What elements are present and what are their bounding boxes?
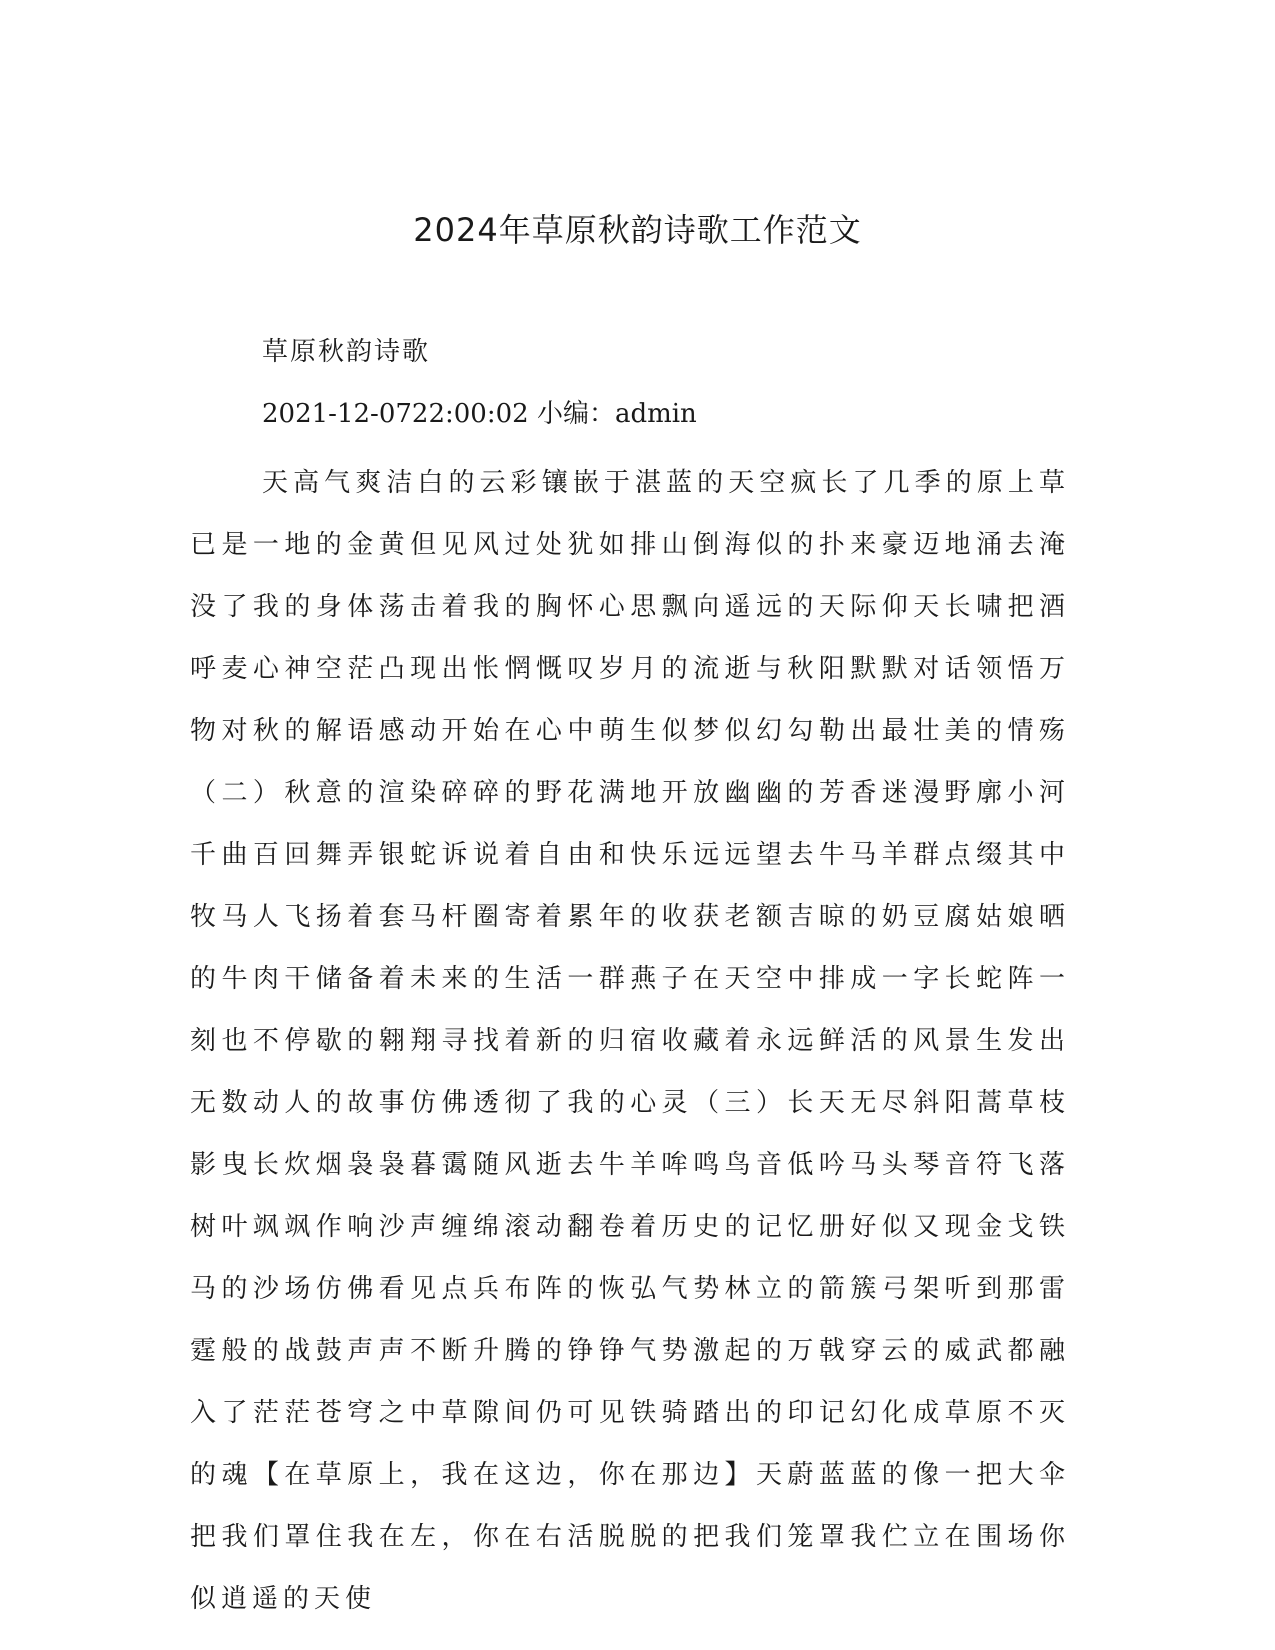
article-body: 天高气爽洁白的云彩镶嵌于湛蓝的天空疯长了几季的原上草已是一地的金黄但见风过处犹如排山倒海似的扑来豪迈地涌去淹没了我的身体荡击着我的胸怀心思飘向遥远的天际仰天长啸把酒呼麦心神空茫凸现出怅惘慨叹岁月的流逝与秋阳默默对话领悟万物对秋的解语感动开始在心中萌生似梦似幻勾勒出最壮美的情殇（二）秋意的渲染碎碎的野花满地开放幽幽的芳香迷漫野廓小河千曲百回舞弄银蛇诉说着自由和快乐远远望去牛马羊群点缀其中牧马人飞扬着套马杆圈寄着累年的收获老额吉晾的奶豆腐姑娘晒的牛肉干储备着未来的生活一群燕子在天空中排成一字长蛇阵一刻也不停歇的翱翔寻找着新的归宿收藏着永远鲜活的风景生发出无数动人的故事仿佛透彻了我的心灵（三）长天无尽斜阳蒿草枝影曳长炊烟袅袅暮霭随风逝去牛羊哞鸣鸟音低吟马头琴音符飞落树叶飒飒作响沙声缠绵滚动翻卷着历史的记忆册好似又现金戈铁马的沙场仿佛看见点兵布阵的恢弘气势林立的箭簇弓架听到那雷霆般的战鼓声声不断升腾的铮铮气势激起的万戟穿云的威武都融入了茫茫苍穹之中草隙间仍可见铁骑踏出的印记幻化成草原不灭的魂【在草原上，我在这边，你在那边】天蔚蓝蓝的像一把大伞把我们罩住我在左，你在右活脱脱的把我们笼罩我伫立在围场你似逍遥的天使 [190, 468, 1070, 1614]
document-title: 2024年草原秋韵诗歌工作范文 [413, 211, 862, 249]
article-meta: 2021-12-0722:00:02 小编：admin [262, 399, 697, 429]
article-subtitle: 草原秋韵诗歌 [262, 337, 431, 367]
